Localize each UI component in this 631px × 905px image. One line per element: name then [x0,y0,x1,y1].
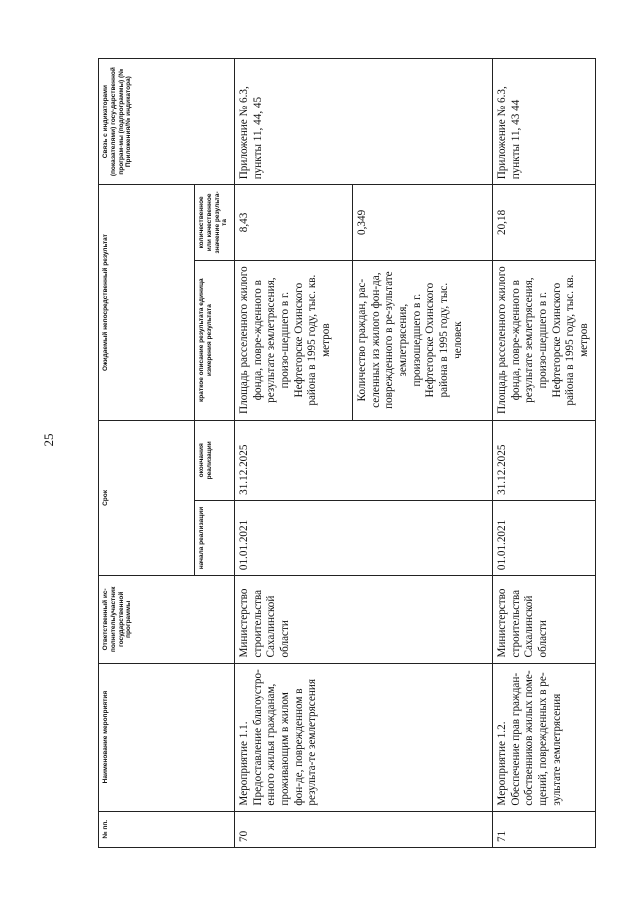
header-result: Ожидаемый непосредственный результат [99,185,195,420]
responsible-executor: Министерство строительства Сахалинской области [235,576,493,663]
result-description: Площадь расселенного жилого фонда, повре-жденного в результате землетрясения, произо-шедшего в г. Нефтегорске Охинского района в 1995 году, тыс. кв. метров [235,260,353,420]
end-date: 31.12.2025 [493,420,596,500]
header-name: Наименование мероприятия [99,663,235,811]
row-number: 71 [493,811,596,847]
result-description: Площадь расселенного жилого фонда, повре-жденного в результате землетрясения, произо-шедшего в г. Нефтегорске Охинского района в 1995 году, тыс. кв. метров [493,260,596,420]
header-term-start: начала реализации [195,500,235,575]
header-term-end: окончания реализации [195,420,235,500]
header-responsible: Ответственный ис-полнитель/участник государственной программы [99,576,235,663]
measure-name: Мероприятие 1.2. Обеспечение прав граждан-собственников жилых поме-щений, поврежденных в ре-зультате землетрясения [493,663,596,811]
header-num: № пп. [99,811,235,847]
header-term: Срок [99,420,195,575]
start-date: 01.01.2021 [235,500,493,575]
indicator-link: Приложение № 6.3, пункты 11, 43 44 [493,59,596,185]
end-date: 31.12.2025 [235,420,493,500]
result-description: Количество граждан, рас-селенных из жилого фон-да, поврежденного в ре-зультате землетрясения, произошедшего в г. Нефтегорске Охинского района в 1995 году, тыс. человек [353,260,493,420]
responsible-executor: Министерство строительства Сахалинской области [493,576,596,663]
header-result-value: количественное или качественное значение результа-та [195,185,235,260]
result-value: 0,349 [353,185,493,260]
header-result-desc: краткое описание результата единица измерения результата [195,260,235,420]
result-value: 20,18 [493,185,596,260]
rotated-table-container [98,58,590,848]
page-number: 25 [41,433,56,447]
start-date: 01.01.2021 [493,500,596,575]
header-link: Связь с индикаторами (показателями) госу-дарственной програм-мы (подпрограммы) (№ Приложения/№ индикатора) [99,59,235,185]
measure-name: Мероприятие 1.1. Предоставление благоустро-енного жилья гражданам, проживающим в жилом фон-де, поврежденном в результа-те землетрясения [235,663,493,811]
measures-table [98,58,596,848]
result-value: 8,43 [235,185,353,260]
indicator-link: Приложение № 6.3, пункты 11, 44, 45 [235,59,493,185]
row-number: 70 [235,811,493,847]
